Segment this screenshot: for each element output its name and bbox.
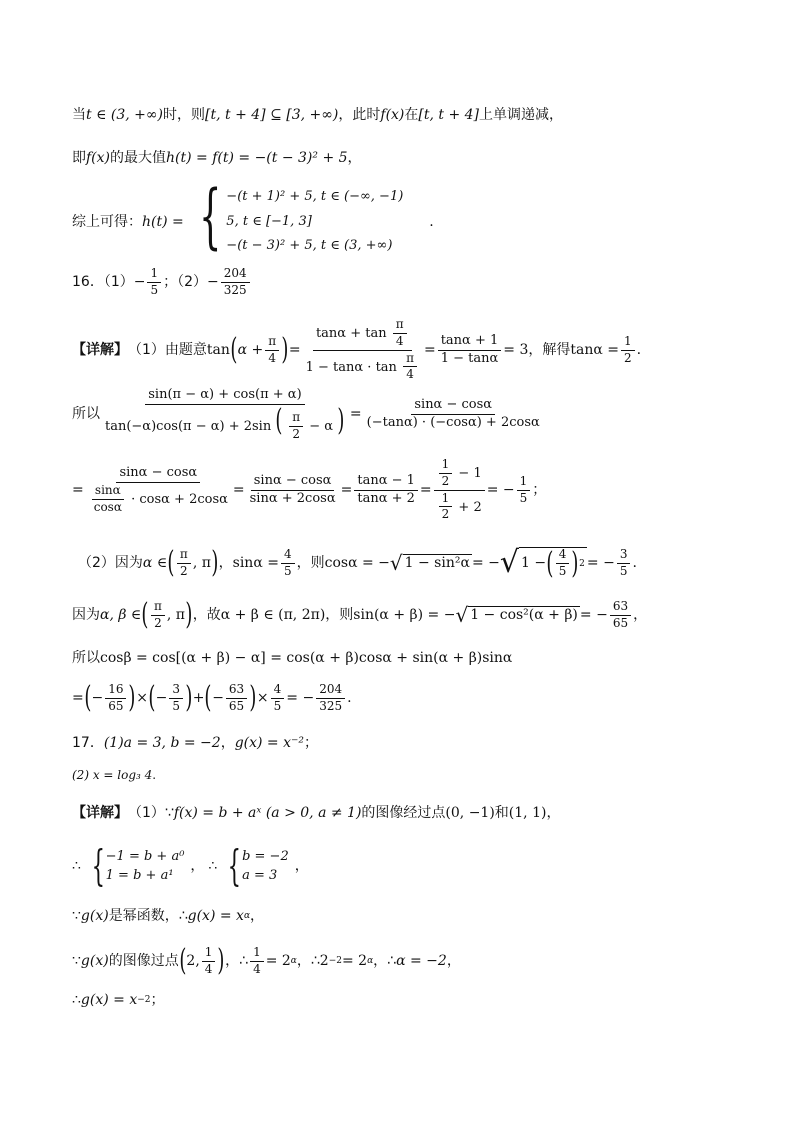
den-text: · cosα + 2cosα [131,491,228,507]
line-11 [72,680,753,716]
math: h(t) = [142,213,184,230]
denominator: 2 [441,507,450,522]
fraction [271,683,285,714]
fraction [434,458,485,522]
case-1: −1 = b + a⁰ [105,848,185,864]
sqrt [455,603,579,627]
case-2: 1 = b + a¹ [105,868,174,883]
denominator: 5 [150,282,159,297]
denominator: 4 [268,350,277,365]
paren-icon: ) [185,680,193,716]
line-15-system [72,840,753,890]
numerator: 1 [250,946,264,962]
denominator: 65 [108,698,124,713]
denominator: 5 [519,490,528,505]
math: [t, t + 4] ⊆ [3, +∞) [205,107,339,123]
math: (0, −1) [445,805,495,821]
fraction [91,484,125,515]
math: − [133,273,146,290]
case-1: −(t + 1)² + 5, t ∈ (−∞, −1) [226,188,404,204]
text: ，故 [192,606,221,623]
math: = − [286,689,315,706]
fraction [517,475,531,506]
math: g(x) [80,908,109,924]
piecewise [188,174,404,259]
text: 综上可得： [72,213,142,230]
numerator: 204 [316,683,345,699]
fraction [439,458,453,489]
fraction [102,388,348,442]
text: ， [446,952,461,969]
paren-icon: ( [204,680,212,716]
line-18: ∴ g(x) = x −2 ； [72,992,165,1008]
paren-icon: ) [281,332,289,368]
fraction [247,474,339,507]
text: ， [220,735,235,751]
denominator [434,491,485,523]
num-text: tanα + tan [315,325,387,341]
paren-icon: ( [148,680,156,716]
fraction [303,318,422,382]
numerator: 4 [556,548,570,564]
math: = [419,481,432,498]
math: = − [486,481,515,498]
text: 的最大值 [110,150,167,166]
text: 因为 [72,606,100,623]
math: (1)a = 3, b = −2 [103,735,221,751]
line-1 [72,107,753,124]
sqrt [390,551,472,575]
denominator: cosα [93,499,122,514]
denominator: 5 [558,564,567,578]
line-9 [72,597,753,633]
fraction [221,267,250,298]
text: 时，则 [163,107,206,123]
sqrt-icon: √ [499,545,519,580]
numerator: sinα − cosα [116,466,200,483]
numerator: 1 [439,492,453,508]
fraction [281,548,295,579]
because-icon: ∵ [72,952,81,969]
fraction [556,548,570,579]
math: − [155,689,168,706]
denominator: 4 [406,367,414,382]
math: α = −2 [396,952,447,969]
denominator: 2 [180,563,188,578]
line-8 [78,545,753,581]
numerator: 63 [226,683,247,699]
fraction [403,352,417,383]
fraction [393,318,407,349]
text: （1）由题意 [128,341,207,358]
math: f(x) = b + aˣ (a > 0, a ≠ 1) [173,805,362,821]
fraction [617,548,631,579]
math: cosα = − [324,554,390,571]
text: . [152,768,157,782]
math: tan [206,341,230,358]
text: 的图像经过点 [361,805,446,821]
numerator: 1 [517,475,531,491]
math: − [207,273,219,290]
text: 在 [404,107,419,123]
sqrt-icon: √ [455,603,469,628]
paren-icon: ) [211,545,219,580]
denominator: 65 [228,698,245,713]
paren-icon: ) [185,597,193,633]
line-10 [72,650,753,667]
text: 即 [72,150,86,166]
math: = − [471,554,500,571]
denominator [102,402,348,442]
line-7 [72,458,753,522]
math: g(x) = x [80,992,138,1008]
line-5 [72,318,753,382]
text: 当 [72,107,86,123]
denominator: 4 [204,961,213,976]
den-text: tan(−α)cos(π − α) + 2sin [105,418,272,434]
text: （2）因为 [78,554,143,571]
text: . [632,554,637,571]
fraction [265,335,279,366]
math: 2, [186,952,200,969]
text: . [636,341,642,358]
numerator: sinα − cosα [411,398,495,415]
cases [226,185,403,259]
cases [242,847,289,886]
system [85,840,185,890]
math: = − [579,606,608,623]
numerator: 16 [105,683,126,699]
numerator: π [177,548,191,564]
case-3: −(t − 3)² + 5, t ∈ (3, +∞) [226,238,393,254]
text: ， [633,606,648,623]
sqrt-body: 1 − sin²α [404,555,470,572]
math: = [423,341,436,358]
math: α + β ∈ (π, 2π) [220,606,326,623]
denominator: 5 [172,698,181,713]
brace-icon: { [91,840,105,890]
fraction [226,683,247,714]
line-4-answer-16 [72,267,753,298]
text: ； [532,481,547,498]
numerator: 1 [439,458,453,474]
math: sin(α + β) = − [353,606,456,623]
denominator [303,351,422,383]
fraction [86,466,231,515]
numerator: π [393,318,407,334]
numerator: 63 [610,600,631,616]
fraction [177,548,191,579]
case-2: 5, t ∈ [−1, 3] [226,213,312,229]
question-number: 17． [72,735,104,751]
math: cosβ = cos[(α + β) − α] = cos(α + β)cosα + sin(α + β)sinα [100,650,513,666]
text: （1）∵ [128,805,174,821]
denominator: 2 [292,426,300,441]
denominator: 325 [223,282,247,297]
math: f(x) [86,150,111,166]
numerator: π [265,335,279,351]
math: − [91,689,104,706]
line-6 [72,388,753,442]
fraction [316,683,345,714]
question-number: 16．（1） [72,273,134,290]
math: = [349,406,362,423]
text: ，解得 [528,341,571,358]
numerator: tanα − 1 [354,474,418,491]
denominator: (−tanα) · (−cosα) + 2cosα [366,415,540,431]
denominator [86,483,231,515]
math: = [232,481,245,498]
text: ，则 [325,606,354,623]
denominator: 5 [283,563,292,578]
fraction [438,334,502,367]
fraction [151,600,165,631]
math: (2) x = log₃ 4 [72,768,153,782]
math: tanα = [570,341,619,358]
line-17: ∵ g(x) 的图像过点 ( 2, $\frac{1}{4}$ ) ，∴ $\frac{1}{4}$ = 2 α ，∴ 2 −2 = 2 α ，∴ α = −2 ， [72,943,461,979]
math: g(x) = x⁻² [234,735,304,751]
math: = 2 [265,952,291,969]
text: ，∴ [296,952,320,969]
denominator: 2 [441,473,450,488]
math: , π [192,554,211,571]
math: f(x) [380,107,405,123]
numerator: 204 [221,267,250,283]
line-13 [72,768,753,782]
case-2: a = 3 [242,868,278,883]
fraction [169,683,183,714]
math: = [340,481,353,498]
paren-icon: ( [230,332,238,368]
math: = − [586,554,615,571]
text: ； [150,992,165,1008]
text: 和 [494,805,509,821]
paren-icon: ) [249,680,257,716]
paren-icon: ) [128,680,136,716]
brace-icon: { [198,174,222,257]
text: ， [546,805,561,821]
denominator: 5 [619,563,628,578]
numerator: 1 [147,267,161,283]
text: 所以 [72,650,100,666]
math: h(t) = f(t) = −(t − 3)² + 5 [166,150,348,166]
fraction [105,683,126,714]
text: ， [250,908,265,924]
math: − [212,689,224,706]
denominator: sinα + 2cosα [249,490,336,506]
den-text: 1 − tanα · tan [305,359,397,375]
line-12-answer-17 [72,735,753,752]
text: 的图像过点 [108,952,179,969]
line-2 [72,150,753,167]
den-text: − α [309,418,334,434]
denominator: 4 [395,333,404,348]
text: ；（2） [163,273,208,290]
denominator: 325 [319,698,343,713]
denominator: 4 [253,961,261,976]
math: g(x) = x [187,908,244,924]
detail-label: 【详解】 [72,341,128,358]
sqrt [500,545,587,581]
numerator: 3 [617,548,631,564]
math: , π [166,606,185,623]
numerator: sinα [92,484,124,500]
sqrt-body: 1 − ( $\frac{4}{5}$ ) 2 [520,545,585,581]
paren-icon: ( [546,545,554,581]
numerator: π [289,411,303,427]
numerator: 3 [169,683,183,699]
fraction [250,946,264,977]
numerator [434,458,485,491]
text: . [429,213,434,230]
text: 所以 [72,406,100,423]
math: × [136,689,148,706]
math: + [192,689,205,706]
system [221,840,289,890]
because-icon: ∵ [72,908,81,924]
numerator: sin(π − α) + cos(π + α) [145,388,304,405]
math: sinα = [232,554,279,571]
text: ，∴ [225,952,249,969]
denominator: 65 [612,615,629,630]
cases [106,847,185,886]
therefore-icon: ∴ [72,857,81,874]
text: 是幂函数，∴ [108,908,188,924]
paren-icon: ( [84,680,92,716]
fraction [364,398,543,431]
denominator: tanα + 2 [357,490,415,506]
denominator: 2 [154,615,162,630]
line-3-piecewise [72,174,753,262]
text: 上单调递减， [479,107,564,123]
numerator: tanα + 1 [438,334,502,351]
paren-icon: ( [275,402,283,438]
sqrt-text: 1 − [520,555,547,572]
paren-icon: ) [217,943,225,979]
paren-icon: ) [571,545,579,581]
denominator: 2 [623,350,632,365]
math: = 3 [503,341,529,358]
numerator: 1 [621,335,635,351]
fraction [439,492,453,523]
case-1: b = −2 [242,848,289,864]
math: g(x) [80,952,109,969]
paren-icon: ( [179,943,187,979]
text: . [347,689,352,706]
sqrt-body: 1 − cos²(α + β) [470,607,578,624]
paren-icon: ( [167,545,175,580]
line-16: ∵ g(x) 是幂函数，∴ g(x) = x α ， [72,908,265,924]
therefore-icon: ∴ [72,992,81,1008]
fraction [610,600,631,631]
math: = [288,341,301,358]
fraction [147,267,161,298]
denominator: 1 − tanα [440,350,499,366]
math: α ∈ [142,554,168,571]
denominator: 5 [273,698,282,713]
text: ， [190,857,205,874]
den-text: + 2 [458,499,482,515]
sqrt-icon: √ [389,551,403,575]
math: α + [237,341,264,358]
numerator [313,318,412,351]
numerator: 4 [281,548,295,564]
text: ； [304,735,318,751]
text: ，此时 [338,107,381,123]
line-14 [72,805,753,822]
math: α, β ∈ [100,606,142,623]
text: ， [218,554,233,571]
text: ，∴ [373,952,397,969]
brace-icon: { [228,840,242,890]
detail-label: 【详解】 [72,805,128,821]
math: = [72,689,84,706]
paren-icon: ) [337,402,345,438]
math: [t, t + 4] [418,107,480,123]
math: = 2 [342,952,368,969]
numerator: 4 [271,683,285,699]
fraction [202,946,216,977]
numerator: sinα − cosα [251,474,335,491]
numerator: π [151,600,165,616]
num-text: − 1 [458,465,482,481]
numerator: π [403,352,417,368]
numerator: 1 [202,946,216,962]
math: 2 [319,952,329,969]
text: ，则 [296,554,325,571]
fraction [289,411,303,442]
paren-icon: ( [141,597,149,633]
math: (1, 1) [508,805,547,821]
fraction [354,474,418,507]
math: × [256,689,269,706]
therefore-icon: ∴ [208,857,218,874]
math: = [72,481,84,498]
text: ， [347,150,362,166]
math: t ∈ (3, +∞) [86,107,164,123]
text: ， [294,857,309,874]
fraction [621,335,635,366]
